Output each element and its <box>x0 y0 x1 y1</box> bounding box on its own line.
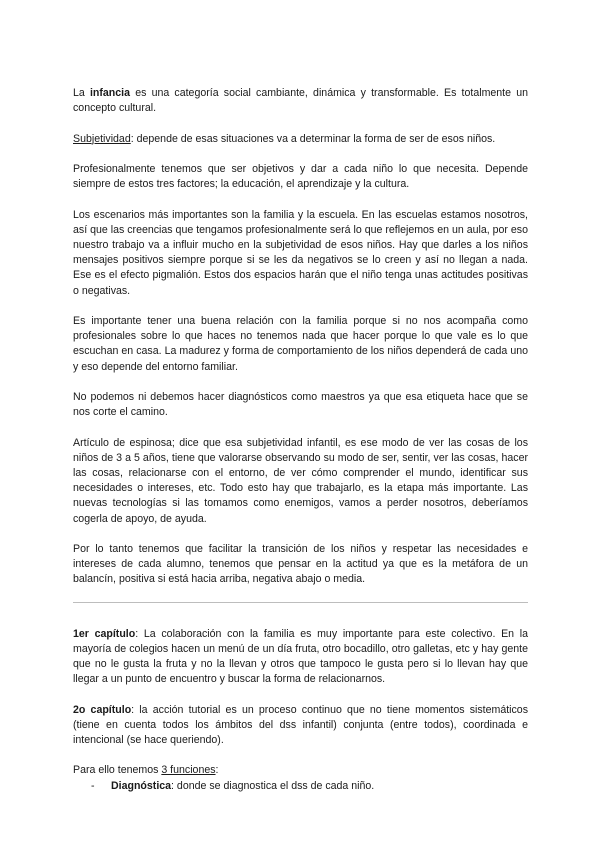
text-run: Para ello tenemos <box>73 764 162 777</box>
paragraph-subjetividad <box>73 132 528 147</box>
underlined-term: Subjetividad <box>73 132 131 145</box>
text-run: : La colaboración con la familia es muy importante para este colectivo. En la mayoría de colegios hacen un menú de un día fruta, otro bocadillo, otro galletas, etc y hay gente que no le gusta la fruta y no la llevan y otros que tampoco le gusta pero si lo llevan hay que llegar a un punto de encuentro y buscar la forma de relacionarnos. <box>73 627 528 686</box>
text-run: : la acción tutorial es un proceso continuo que no tiene momentos sistemáticos (tiene en cuenta todos los ámbitos del dss infantil) conjunta (entre todos), coordinada e intencional (se hace queriendo). <box>73 703 528 746</box>
text-run: : depende de esas situaciones va a determinar la forma de ser de esos niños. <box>130 132 496 145</box>
paragraph-transicion: Por lo tanto tenemos que facilitar la transición de los niños y respetar las necesidades e intereses de cada alumno, tenemos que pensar en la actitud ya que es la metáfora de un balancín, positiva si está hacia arriba, negativa abajo o media. <box>73 542 528 586</box>
paragraph-diagnosticos: No podemos ni debemos hacer diagnósticos como maestros ya que esa etiqueta hace que se nos corte el camino. <box>73 390 528 419</box>
bold-term: 2o capítulo <box>73 703 132 716</box>
bold-term: 1er capítulo <box>73 627 136 640</box>
paragraph-capitulo-1 <box>73 627 528 688</box>
functions-list <box>73 779 528 794</box>
paragraph-escenarios: Los escenarios más importantes son la familia y la escuela. En las escuelas estamos nosotros, así que las creencias que tengamos profesionalmente será lo que reflejemos en un aula, por eso nuestro trabajo va a influir mucho en la subjetividad de esos niños. Hay que darles a los niños mensajes positivos siempre porque si se les da negativos se lo creen y así no llegan a nada. Ese es el efecto pigmalión. Estos dos espacios harán que el niño tenga unas actitudes positivas o negativas. <box>73 208 528 297</box>
horizontal-divider <box>73 602 528 603</box>
text-run: : donde se diagnostica el dss de cada niño. <box>171 779 375 792</box>
paragraph-articulo-espinosa: Artículo de espinosa; dice que esa subjetividad infantil, es ese modo de ver las cosas de los niños de 3 a 5 años, tiene que valorarse observando su modo de ser, sentir, ver las cosas, hacer las cosas, relacionarse con el entorno, de ver cómo comprender el mundo, identificar sus necesidades o intereses, etc. Todo esto hay que trabajarlo, es la etapa más importante. Las nuevas tecnologías si las tomamos como enemigos, vamos a perder nosotros, deberíamos cogerla de apoyo, de ayuda. <box>73 436 528 525</box>
paragraph-profesionalmente: Profesionalmente tenemos que ser objetivos y dar a cada niño lo que necesita. Depende siempre de estos tres factores; la educación, el aprendizaje y la cultura. <box>73 162 528 191</box>
paragraph-funciones <box>73 763 528 778</box>
text-run: La <box>73 87 90 99</box>
bold-term: infancia <box>89 87 131 99</box>
paragraph-infancia <box>73 86 528 116</box>
paragraph-relacion-familia: Es importante tener una buena relación con la familia porque si no nos acompaña como profesionales sobre lo que haces no tenemos nada que hacer porque lo que vale es lo que escuchan en casa. La madurez y forma de comportamiento de los niños dependerá de cada uno y eso depende del entorno familiar. <box>73 314 528 373</box>
text-run: : <box>215 764 219 777</box>
list-dash: - <box>91 779 95 792</box>
bold-term: Diagnóstica <box>111 779 172 792</box>
list-item <box>91 779 528 794</box>
text-run: es una categoría social cambiante, dinámica y transformable. Es totalmente un concepto cultural. <box>73 87 528 115</box>
paragraph-capitulo-2 <box>73 703 528 749</box>
underlined-term: 3 funciones <box>161 764 216 777</box>
